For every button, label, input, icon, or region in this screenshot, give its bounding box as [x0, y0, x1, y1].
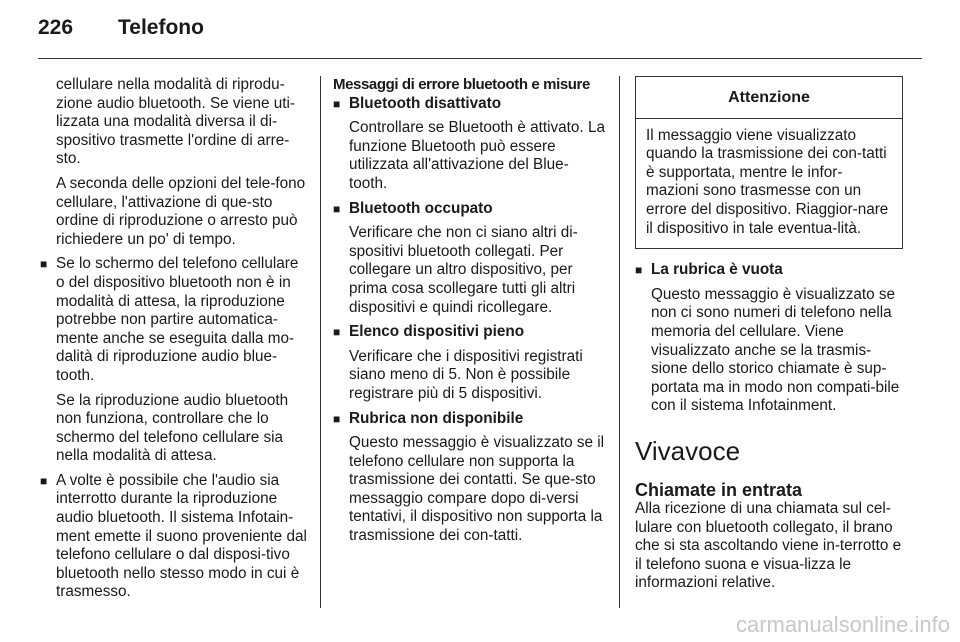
paragraph: A seconda delle opzioni del tele-fono cellulare, l'attivazione di que-sto ordine di riproduzione o arresto può richiedere un po' di tempo. [56, 174, 306, 248]
column-divider [619, 76, 620, 608]
header-divider [38, 58, 922, 59]
error-text: Verificare che i dispositivi registrati siano meno di 5. Non è possibile registrare più di 5 dispositivi. [349, 347, 583, 402]
column-divider [320, 76, 321, 608]
page-title: Telefono [118, 16, 204, 39]
error-text: Questo messaggio è visualizzato se non ci sono numeri di telefono nella memoria del cellulare. Viene visualizzato anche se la trasmis-sione dello storico chiamate è sup-portata ma in modo non compati-bile con il sistema Infotainment. [651, 285, 900, 415]
subsection-heading: Chiamate in entrata [635, 479, 803, 500]
section-title: Messaggi di errore bluetooth e misure [333, 76, 590, 93]
bullet-item [40, 255, 308, 466]
error-text: Verificare che non ci siano altri di-spositivi bluetooth collegati. Per collegare un altro dispositivo, per prima cosa scollegare tutti gli altri dispositivi e quindi ricollegare. [349, 224, 578, 316]
error-title: ■ Bluetooth disattivato [349, 94, 502, 112]
error-item [333, 200, 606, 318]
attention-text: Il messaggio viene visualizzato quando la trasmissione dei con-tatti è supportata, mentre le infor-mazioni sono trasmesse con un errore del dispositivo. Riaggior-nare il dispositivo in tale eventua-lità. [646, 126, 889, 237]
error-item [333, 95, 606, 194]
paragraph: Alla ricezione di una chiamata sul cel-lulare con bluetooth collegato, il brano che si sta ascoltando viene in-terrotto e il telefono suona e visua-lizza le informazioni relative. [635, 499, 902, 592]
error-item [635, 261, 903, 416]
watermark: carmanualsonline.info [735, 612, 950, 637]
error-item [333, 410, 606, 546]
error-title: ■ Rubrica non disponibile [349, 409, 524, 427]
column-3 [635, 76, 903, 593]
attention-box [635, 76, 903, 249]
error-text: Controllare se Bluetooth è attivato. La funzione Bluetooth può essere utilizzata all'attivazione del Blue-tooth. [349, 119, 605, 192]
paragraph: cellulare nella modalità di riprodu-zione audio bluetooth. Se viene uti-lizzata una modalità diversa il di-spositivo trasmette l'ordine di arre-sto. [56, 76, 295, 168]
error-title: ■ La rubrica è vuota [651, 261, 783, 279]
bullet-text: ■ Se lo schermo del telefono cellulare o del dispositivo bluetooth non è in modalità di attesa, la riproduzione potrebbe non partire automatica-mente anche se eseguita dalla mo-dalità di riproduzione audio blue-tooth. [56, 255, 299, 384]
column-1 [40, 76, 308, 602]
error-text: Questo messaggio è visualizzato se il telefono cellulare non supporta la trasmissione dei contatti. Se que-sto messaggio compare dopo di-versi tentativi, il dispositivo non supporta la trasmissione dei con-tatti. [349, 434, 605, 545]
bullet-text: Se la riproduzione audio bluetooth non funziona, controllare che lo schermo del telefono cellulare sia nella modalità di attesa. [56, 391, 289, 465]
bullet-text: ■ A volte è possibile che l'audio sia interrotto durante la riproduzione audio bluetooth. Il sistema Infotain-ment emette il suono proveniente dal telefono cellulare o dal disposi-tivo bluetooth nello stesso modo in cui è trasmesso. [56, 471, 307, 601]
error-title: ■ Elenco dispositivi pieno [349, 323, 525, 341]
error-item [333, 323, 606, 403]
bullet-item [40, 472, 308, 602]
attention-title: Attenzione [636, 77, 902, 119]
column-2 [333, 76, 606, 546]
error-title: ■ Bluetooth occupato [349, 199, 493, 217]
section-heading: Vivavoce [635, 435, 741, 466]
page-number: 226 [38, 16, 74, 39]
